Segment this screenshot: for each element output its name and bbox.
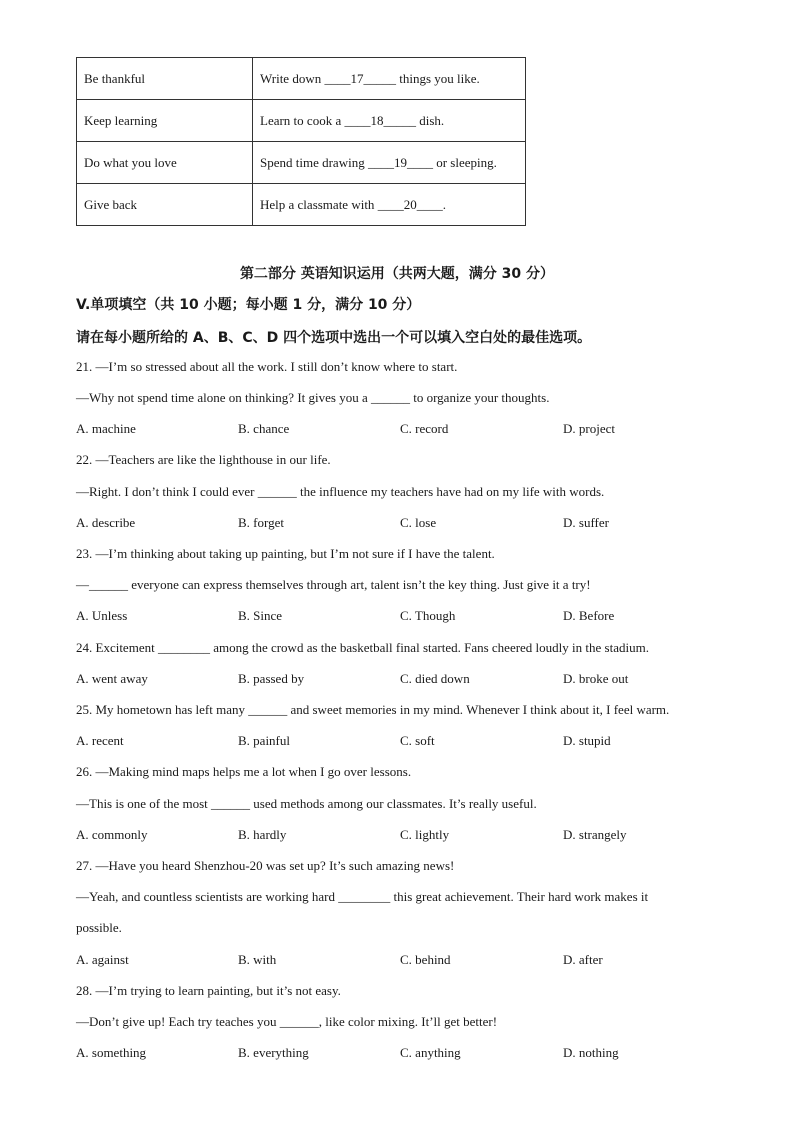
cell-text: or sleeping. [432,154,497,170]
option-d: D. after [563,952,603,967]
cell-text: Write down [260,70,325,86]
table-row [77,58,526,100]
option-d: D. project [563,421,615,436]
cell-text: Learn to cook a [260,112,345,128]
option-c: C. soft [400,733,435,748]
question-line: 26. —Making mind maps helps me a lot when I go over lessons. [76,764,412,779]
option-c: C. Though [400,608,456,623]
question-line: —Yeah, and countless scientists are working hard ________ this great achievement. Their hard work makes it [76,889,649,904]
table-cell: Keep learning [77,100,253,142]
question-line: 28. —I’m trying to learn painting, but it’s not easy. [76,983,341,998]
table-cell [253,142,526,184]
table-cell [253,184,526,226]
option-b: B. everything [238,1045,309,1060]
question-line: —______ everyone can express themselves through art, talent isn’t the key thing. Just give it a try! [76,577,591,592]
table-cell: Do what you love [77,142,253,184]
option-b: B. with [238,952,277,967]
table-cell: Give back [77,184,253,226]
cell-text: Spend time drawing [260,154,368,170]
option-c: C. lose [400,515,437,530]
option-a: A. something [76,1045,147,1060]
option-d: D. nothing [563,1045,619,1060]
option-c: C. anything [400,1045,461,1060]
table-cell [253,58,526,100]
question-line: 27. —Have you heard Shenzhou-20 was set up? It’s such amazing news! [76,858,455,873]
question-line: 21. —I’m so stressed about all the work. I still don’t know where to start. [76,359,458,374]
blank-19: ____19____ [367,154,433,170]
question-line: 24. Excitement ________ among the crowd as the basketball final started. Fans cheered loudly in the stadium. [76,640,649,655]
activity-table [76,57,526,226]
option-d: D. Before [563,608,615,623]
question-line: 23. —I’m thinking about taking up painting, but I’m not sure if I have the talent. [76,546,495,561]
option-d: D. strangely [563,827,627,842]
option-a: A. against [76,952,129,967]
blank-17: ____17_____ [324,70,396,86]
question-line: —This is one of the most ______ used methods among our classmates. It’s really useful. [76,796,537,811]
section-title: 第二部分 英语知识运用（共两大题，满分 30 分） [239,266,555,282]
blank-20: ____20____ [377,196,443,212]
option-c: C. died down [400,671,470,686]
option-a: A. went away [76,671,148,686]
option-c: C. behind [400,952,451,967]
option-d: D. suffer [563,515,609,530]
option-b: B. hardly [238,827,287,842]
option-a: A. machine [76,421,136,436]
question-line: possible. [76,920,122,935]
option-c: C. lightly [400,827,450,842]
option-b: B. chance [238,421,290,436]
question-line: 25. My hometown has left many ______ and sweet memories in my mind. Whenever I think about it, I feel warm. [76,702,670,717]
blank-18: ____18_____ [344,112,416,128]
question-line: —Right. I don’t think I could ever ______ the influence my teachers have had on my life with words. [76,484,605,499]
question-line: 22. —Teachers are like the lighthouse in our life. [76,452,331,467]
cell-text: dish. [415,112,445,128]
option-b: B. forget [238,515,284,530]
cell-text: Help a classmate with [260,196,378,212]
option-a: A. commonly [76,827,148,842]
option-a: A. recent [76,733,124,748]
option-c: C. record [400,421,449,436]
option-b: B. painful [238,733,290,748]
question-line: —Why not spend time alone on thinking? It gives you a ______ to organize your thoughts. [76,390,550,405]
cell-text: things you like. [395,70,480,86]
option-b: B. passed by [238,671,305,686]
question-line: —Don’t give up! Each try teaches you ______, like color mixing. It’ll get better! [76,1014,498,1029]
part-title: V.单项填空（共 10 小题；每小题 1 分，满分 10 分） [76,297,421,313]
option-d: D. broke out [563,671,629,686]
table-row [77,142,526,184]
option-d: D. stupid [563,733,611,748]
table-cell [253,100,526,142]
table-cell: Be thankful [77,58,253,100]
table-row [77,184,526,226]
instruction: 请在每小题所给的 A、B、C、D 四个选项中选出一个可以填入空白处的最佳选项。 [76,330,592,346]
option-a: A. describe [76,515,136,530]
cell-text: . [442,196,446,212]
table-row [77,100,526,142]
option-a: A. Unless [76,608,128,623]
option-b: B. Since [238,608,283,623]
